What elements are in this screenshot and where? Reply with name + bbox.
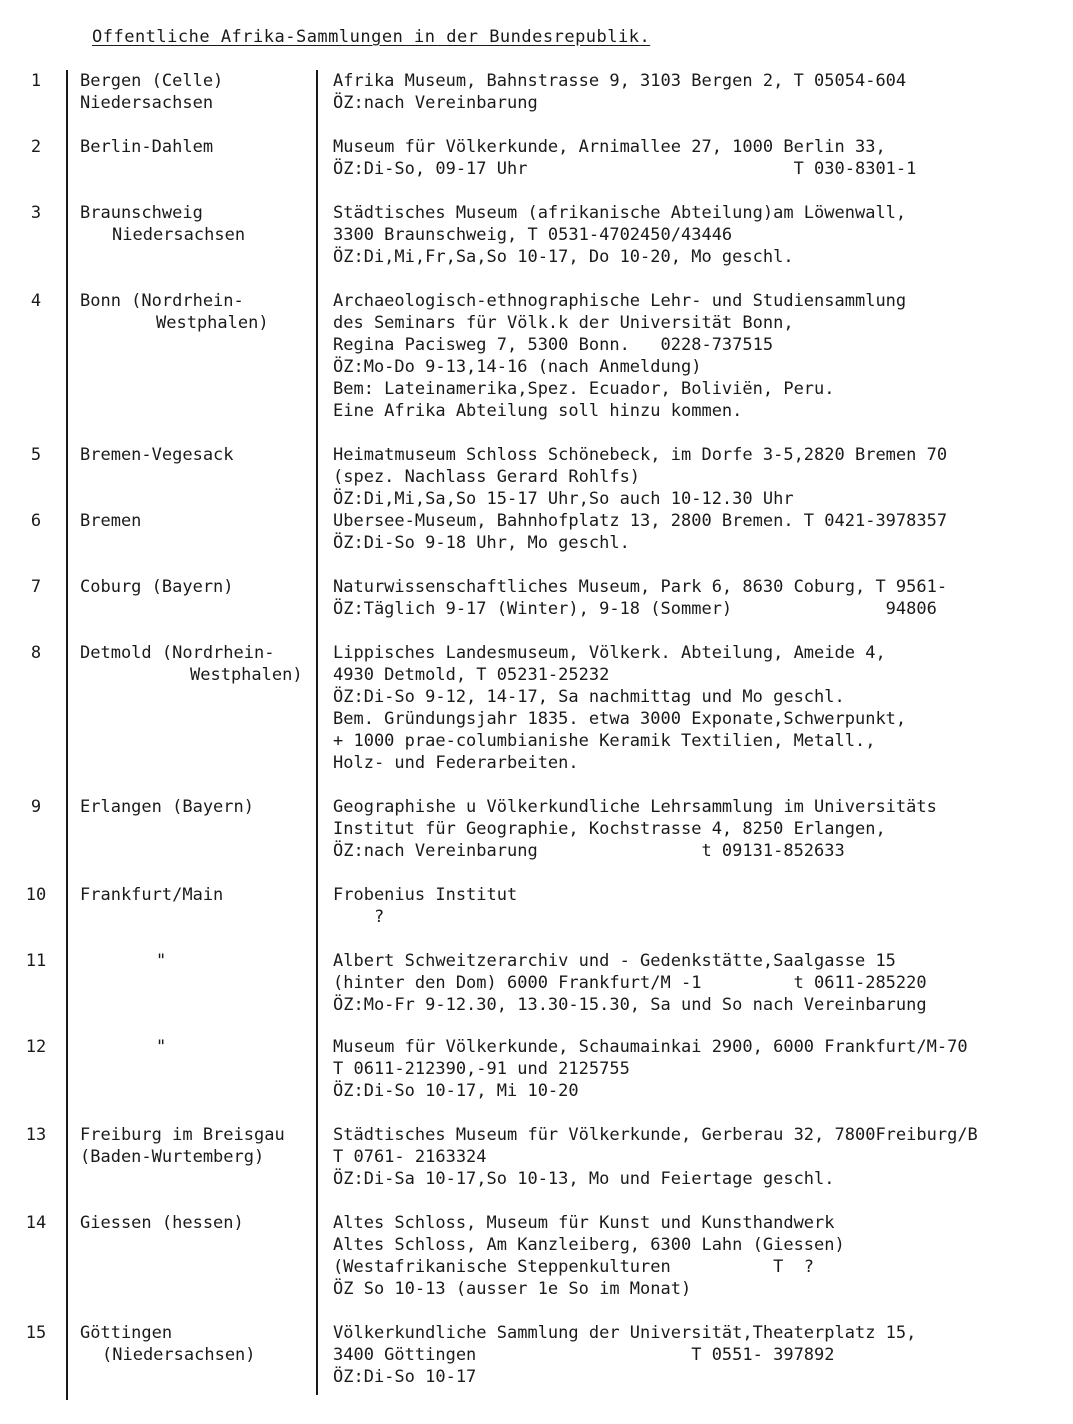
entry-details [333, 884, 1063, 928]
entry-location [80, 1322, 312, 1366]
detail-line: ? [333, 907, 385, 927]
entry-location [80, 884, 312, 906]
entry-location [80, 444, 312, 466]
detail-line: des Seminars für Völk.k der Universität Bonn, [333, 313, 794, 333]
detail-line: 3300 Braunschweig, T 0531-4702450/43446 [333, 225, 733, 245]
detail-line: ÖZ:Mo-Do 9-13,14-16 (nach Anmeldung) [333, 357, 702, 377]
detail-line: Archaeologisch-ethnographische Lehr- und Studiensammlung [333, 291, 907, 311]
detail-line: ÖZ:Täglich 9-17 (Winter), 9-18 (Sommer) 94806 [333, 599, 937, 619]
detail-line: (spez. Nachlass Gerard Rohlfs) [333, 467, 641, 487]
detail-line: ÖZ:Mo-Fr 9-12.30, 13.30-15.30, Sa und So nach Vereinbarung [333, 995, 927, 1015]
entry-details [333, 1212, 1063, 1300]
detail-line: Städtisches Museum (afrikanische Abteilung)am Löwenwall, [333, 203, 907, 223]
entry-location [80, 202, 312, 246]
entry-number: 1 [30, 71, 42, 91]
detail-line: T 0761- 2163324 [333, 1147, 487, 1167]
detail-line: Städtisches Museum für Völkerkunde, Gerberau 32, 7800Freiburg/B [333, 1125, 978, 1145]
entry-location [80, 796, 312, 818]
detail-line: ÖZ:Di-So 10-17, Mi 10-20 [333, 1081, 579, 1101]
entry-details [333, 642, 1063, 774]
entry-number: 15 [25, 1323, 47, 1343]
entry-location [80, 1036, 312, 1058]
detail-line: ÖZ So 10-13 (ausser 1e So im Monat) [333, 1279, 692, 1299]
entry-location [80, 642, 312, 686]
entry-location [80, 950, 312, 972]
detail-line: Albert Schweitzerarchiv und - Gedenkstätte,Saalgasse 15 [333, 951, 896, 971]
detail-line: ÖZ:nach Vereinbarung t 09131-852633 [333, 841, 845, 861]
detail-line: Heimatmuseum Schloss Schönebeck, im Dorfe 3-5,2820 Bremen 70 [333, 445, 948, 465]
detail-line: Altes Schloss, Museum für Kunst und Kunsthandwerk [333, 1213, 835, 1233]
entry-location [80, 510, 312, 532]
entry-details [333, 1322, 1063, 1388]
location-line: Coburg (Bayern) [80, 577, 234, 597]
entry-number: 6 [30, 511, 42, 531]
entry-details [333, 202, 1063, 268]
detail-line: ÖZ:Di,Mi,Sa,So 15-17 Uhr,So auch 10-12.30 Uhr [333, 489, 794, 509]
location-line: Westphalen) [156, 313, 269, 333]
detail-line: T 0611-212390,-91 und 2125755 [333, 1059, 630, 1079]
detail-line: Regina Pacisweg 7, 5300 Bonn. 0228-737515 [333, 335, 774, 355]
location-line: Niedersachsen [80, 93, 214, 113]
location-line: Bremen [80, 511, 142, 531]
detail-line: 3400 Göttingen T 0551- 397892 [333, 1345, 835, 1365]
entry-number: 13 [25, 1125, 47, 1145]
detail-line: Bem: Lateinamerika,Spez. Ecuador, Boliviën, Peru. [333, 379, 835, 399]
location-line: Berlin-Dahlem [80, 137, 214, 157]
entry-details [333, 70, 1063, 114]
entry-number: 14 [25, 1213, 47, 1233]
detail-line: ÖZ:Di-So 10-17 [333, 1367, 477, 1387]
detail-line: Frobenius Institut [333, 885, 518, 905]
entry-location [80, 1124, 312, 1168]
location-line: Bonn (Nordrhein- [80, 291, 244, 311]
entry-number: 8 [30, 643, 42, 663]
location-line: Bremen-Vegesack [80, 445, 234, 465]
entry-number: 12 [25, 1037, 47, 1057]
detail-line: Museum für Völkerkunde, Arnimallee 27, 1000 Berlin 33, [333, 137, 886, 157]
entry-number: 4 [30, 291, 42, 311]
location-line: Giessen (hessen) [80, 1213, 244, 1233]
entry-details [333, 950, 1063, 1016]
location-line: Freiburg im Breisgau [80, 1125, 285, 1145]
detail-line: 4930 Detmold, T 05231-25232 [333, 665, 610, 685]
location-line: Niedersachsen [112, 225, 246, 245]
detail-line: Altes Schloss, Am Kanzleiberg, 6300 Lahn (Giessen) [333, 1235, 845, 1255]
detail-line: ÖZ:Di,Mi,Fr,Sa,So 10-17, Do 10-20, Mo geschl. [333, 247, 794, 267]
detail-line: Ubersee-Museum, Bahnhofplatz 13, 2800 Bremen. T 0421-3978357 [333, 511, 948, 531]
detail-line: Holz- und Federarbeiten. [333, 753, 579, 773]
detail-line: Völkerkundliche Sammlung der Universität,Theaterplatz 15, [333, 1323, 917, 1343]
detail-line: Eine Afrika Abteilung soll hinzu kommen. [333, 401, 743, 421]
detail-line: ÖZ:Di-So 9-12, 14-17, Sa nachmittag und Mo geschl. [333, 687, 845, 707]
location-line: Erlangen (Bayern) [80, 797, 254, 817]
entry-details [333, 290, 1063, 422]
location-line: Braunschweig [80, 203, 203, 223]
detail-line: Naturwissenschaftliches Museum, Park 6, 8630 Coburg, T 9561- [333, 577, 948, 597]
entry-number: 7 [30, 577, 42, 597]
detail-line: ÖZ:Di-So, 09-17 Uhr T 030-8301-1 [333, 159, 917, 179]
entry-details [333, 136, 1063, 180]
detail-line: Afrika Museum, Bahnstrasse 9, 3103 Bergen 2, T 05054-604 [333, 71, 907, 91]
location-line: (Baden-Wurtemberg) [80, 1147, 265, 1167]
entry-details [333, 1124, 1063, 1190]
location-line: Detmold (Nordrhein- [80, 643, 275, 663]
location-line: (Niedersachsen) [102, 1345, 256, 1365]
left-column-rule [66, 70, 68, 1400]
entry-details [333, 510, 1063, 554]
detail-line: ÖZ:nach Vereinbarung [333, 93, 538, 113]
entry-number: 9 [30, 797, 42, 817]
entry-location [80, 136, 312, 158]
detail-line: Geographishe u Völkerkundliche Lehrsammlung im Universitäts [333, 797, 937, 817]
location-line: " [156, 1037, 167, 1057]
entry-location [80, 576, 312, 598]
detail-line: Bem. Gründungsjahr 1835. etwa 3000 Exponate,Schwerpunkt, [333, 709, 907, 729]
location-line: " [156, 951, 167, 971]
entry-number: 11 [25, 951, 47, 971]
middle-column-rule [316, 70, 318, 1395]
location-line: Göttingen [80, 1323, 173, 1343]
page-title: Offentliche Afrika-Sammlungen in der Bundesrepublik. [92, 27, 651, 47]
entry-details [333, 1036, 1063, 1102]
entry-number: 3 [30, 203, 42, 223]
location-line: Bergen (Celle) [80, 71, 224, 91]
detail-line: + 1000 prae-columbianishe Keramik Textilien, Metall., [333, 731, 876, 751]
entry-details [333, 796, 1063, 862]
entry-details [333, 576, 1063, 620]
entry-location [80, 70, 312, 114]
entry-number: 5 [30, 445, 42, 465]
detail-line: (hinter den Dom) 6000 Frankfurt/M -1 t 0611-285220 [333, 973, 927, 993]
detail-line: Lippisches Landesmuseum, Völkerk. Abteilung, Ameide 4, [333, 643, 886, 663]
detail-line: Institut für Geographie, Kochstrasse 4, 8250 Erlangen, [333, 819, 886, 839]
entry-location [80, 290, 312, 334]
location-line: Frankfurt/Main [80, 885, 224, 905]
entry-location [80, 1212, 312, 1234]
entry-details [333, 444, 1063, 510]
detail-line: ÖZ:Di-So 9-18 Uhr, Mo geschl. [333, 533, 630, 553]
detail-line: ÖZ:Di-Sa 10-17,So 10-13, Mo und Feiertage geschl. [333, 1169, 835, 1189]
detail-line: (Westafrikanische Steppenkulturen T ? [333, 1257, 815, 1277]
detail-line: Museum für Völkerkunde, Schaumainkai 2900, 6000 Frankfurt/M-70 [333, 1037, 968, 1057]
entry-number: 2 [30, 137, 42, 157]
location-line: Westphalen) [190, 665, 303, 685]
entry-number: 10 [25, 885, 47, 905]
